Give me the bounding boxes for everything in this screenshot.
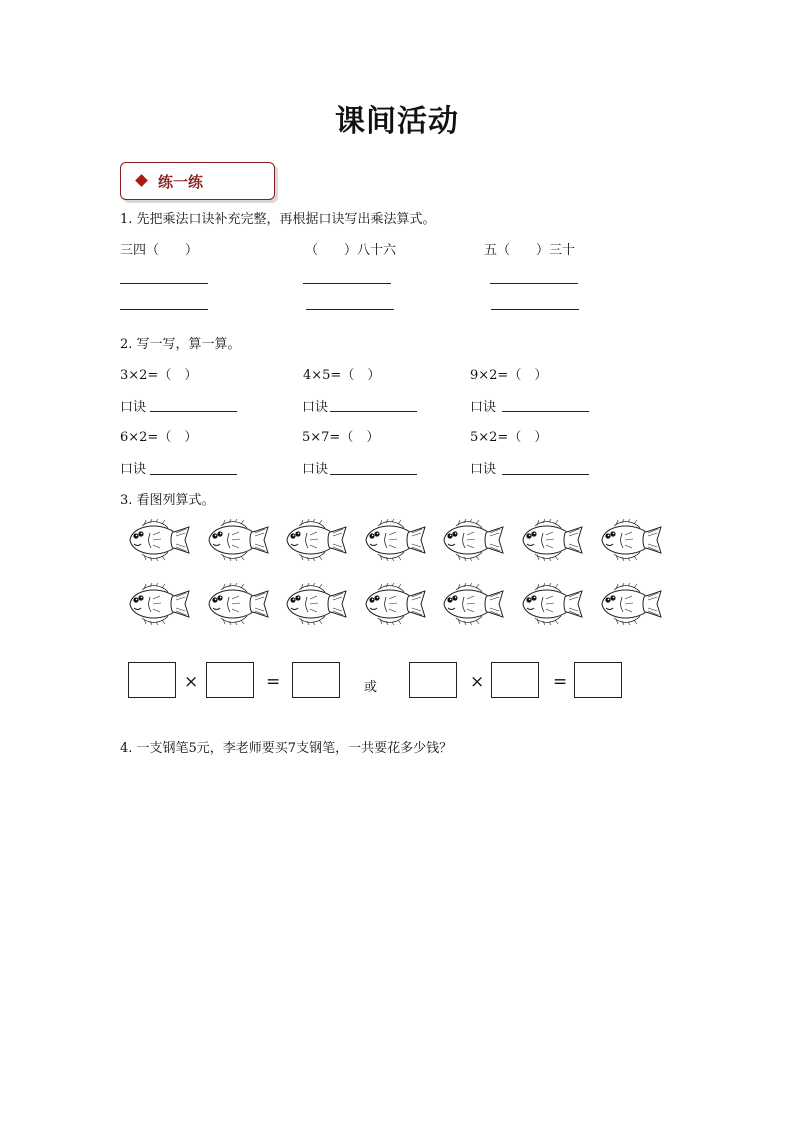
fish-icon bbox=[277, 582, 349, 626]
fish-icon bbox=[199, 582, 271, 626]
answer-box[interactable] bbox=[128, 662, 176, 698]
koujue-line[interactable] bbox=[330, 411, 417, 412]
section-badge bbox=[120, 162, 275, 200]
diamond-icon bbox=[135, 174, 148, 187]
equals-sign: = bbox=[266, 672, 281, 692]
question-4-prompt: 4. 一支钢笔5元，李老师要买7支钢笔，一共要花多少钱？ bbox=[120, 741, 453, 756]
q2-equation: 6×2=（ ） bbox=[120, 430, 198, 445]
koujue-line[interactable] bbox=[150, 411, 237, 412]
fish-icon bbox=[513, 518, 585, 562]
q2-equation: 4×5=（ ） bbox=[303, 368, 381, 383]
koujue-line[interactable] bbox=[502, 411, 589, 412]
section-badge-label: 练一练 bbox=[158, 173, 204, 191]
q1-item-2: （ ）八十六 bbox=[305, 243, 397, 258]
koujue-label: 口诀 bbox=[120, 462, 147, 477]
koujue-line[interactable] bbox=[150, 474, 237, 475]
answer-line[interactable] bbox=[303, 283, 391, 284]
q2-equation: 3×2=（ ） bbox=[120, 368, 198, 383]
fish-icon bbox=[199, 518, 271, 562]
fish-icon bbox=[434, 518, 506, 562]
answer-line[interactable] bbox=[120, 309, 208, 310]
answer-box[interactable] bbox=[574, 662, 622, 698]
koujue-label: 口诀 bbox=[302, 462, 329, 477]
times-sign: × bbox=[470, 672, 485, 692]
answer-line[interactable] bbox=[306, 309, 394, 310]
fish-icon bbox=[592, 518, 664, 562]
question-3-prompt: 3. 看图列算式。 bbox=[120, 493, 215, 508]
answer-box[interactable] bbox=[292, 662, 340, 698]
answer-line[interactable] bbox=[491, 309, 579, 310]
answer-box[interactable] bbox=[409, 662, 457, 698]
fish-icon bbox=[356, 582, 428, 626]
page-title: 课间活动 bbox=[335, 104, 459, 139]
equals-sign: = bbox=[553, 672, 568, 692]
fish-icon bbox=[592, 582, 664, 626]
answer-line[interactable] bbox=[490, 283, 578, 284]
fish-icon bbox=[434, 582, 506, 626]
koujue-label: 口诀 bbox=[302, 400, 329, 415]
fish-icon bbox=[277, 518, 349, 562]
fish-icon bbox=[513, 582, 585, 626]
answer-line[interactable] bbox=[120, 283, 208, 284]
koujue-label: 口诀 bbox=[120, 400, 147, 415]
koujue-label: 口诀 bbox=[470, 462, 497, 477]
times-sign: × bbox=[184, 672, 199, 692]
q1-item-3: 五（ ）三十 bbox=[484, 243, 576, 258]
q1-item-1: 三四（ ） bbox=[120, 243, 199, 258]
fish-icon bbox=[120, 582, 192, 626]
koujue-line[interactable] bbox=[330, 474, 417, 475]
koujue-label: 口诀 bbox=[470, 400, 497, 415]
answer-box[interactable] bbox=[206, 662, 254, 698]
question-1-prompt: 1. 先把乘法口诀补充完整，再根据口诀写出乘法算式。 bbox=[120, 212, 436, 227]
q2-equation: 5×7=（ ） bbox=[302, 430, 380, 445]
fish-icon bbox=[120, 518, 192, 562]
or-label: 或 bbox=[364, 680, 378, 695]
q2-equation: 9×2=（ ） bbox=[470, 368, 548, 383]
fish-icon bbox=[356, 518, 428, 562]
q2-equation: 5×2=（ ） bbox=[470, 430, 548, 445]
answer-box[interactable] bbox=[491, 662, 539, 698]
koujue-line[interactable] bbox=[502, 474, 589, 475]
question-2-prompt: 2. 写一写，算一算。 bbox=[120, 337, 241, 352]
